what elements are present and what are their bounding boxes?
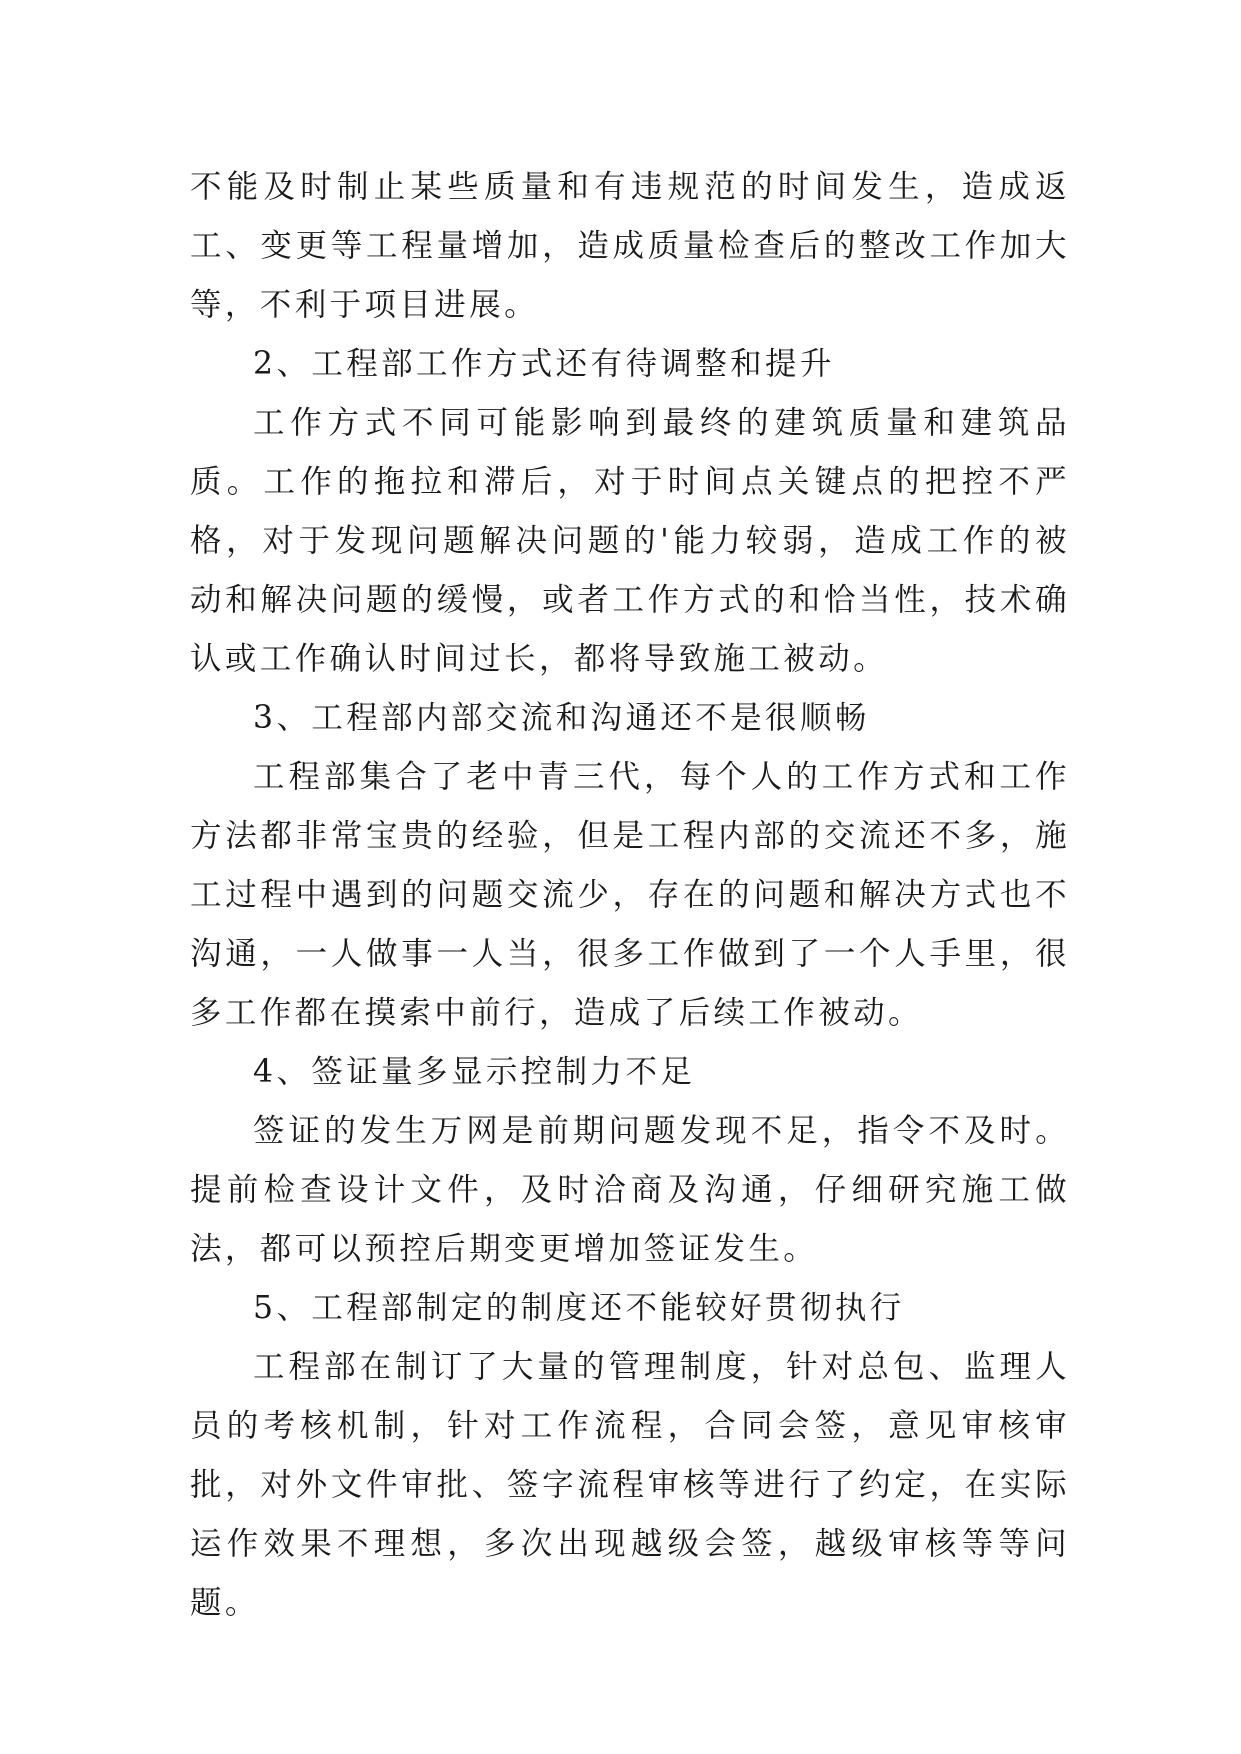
section-heading-3: 3、工程部内部交流和沟通还不是很顺畅 (253, 700, 870, 736)
paragraph-quality-control: 不能及时制止某些质量和有违规范的时间发生，造成返工、变更等工程量增加，造成质量检查后的整改工作加大等，不利于项目进展。 (190, 169, 1070, 323)
paragraph-system-execution: 工程部在制订了大量的管理制度，针对总包、监理人员的考核机制，针对工作流程，合同会签，意见审核审批，对外文件审批、签字流程审核等进行了约定，在实际运作效果不理想，多次出现越级会签，越级审核等等问题。 (190, 1349, 1070, 1621)
paragraph-work-method: 工作方式不同可能影响到最终的建筑质量和建筑品质。工作的拖拉和滞后，对于时间点关键点的把控不严格，对于发现问题解决问题的'能力较弱，造成工作的被动和解决问题的缓慢，或者工作方式的和恰当性，技术确认或工作确认时间过长，都将导致施工被动。 (190, 405, 1070, 677)
document-body (190, 158, 1070, 1633)
paragraph-visa-control: 签证的发生万网是前期问题发现不足，指令不及时。提前检查设计文件，及时洽商及沟通，仔细研究施工做法，都可以预控后期变更增加签证发生。 (190, 1113, 1070, 1267)
section-heading-4: 4、签证量多显示控制力不足 (253, 1054, 696, 1090)
section-heading-5: 5、工程部制定的制度还不能较好贯彻执行 (253, 1290, 905, 1326)
paragraph-communication: 工程部集合了老中青三代，每个人的工作方式和工作方法都非常宝贵的经验，但是工程内部的交流还不多，施工过程中遇到的问题交流少，存在的问题和解决方式也不沟通，一人做事一人当，很多工作做到了一个人手里，很多工作都在摸索中前行，造成了后续工作被动。 (190, 759, 1070, 1031)
section-heading-2: 2、工程部工作方式还有待调整和提升 (253, 346, 835, 382)
